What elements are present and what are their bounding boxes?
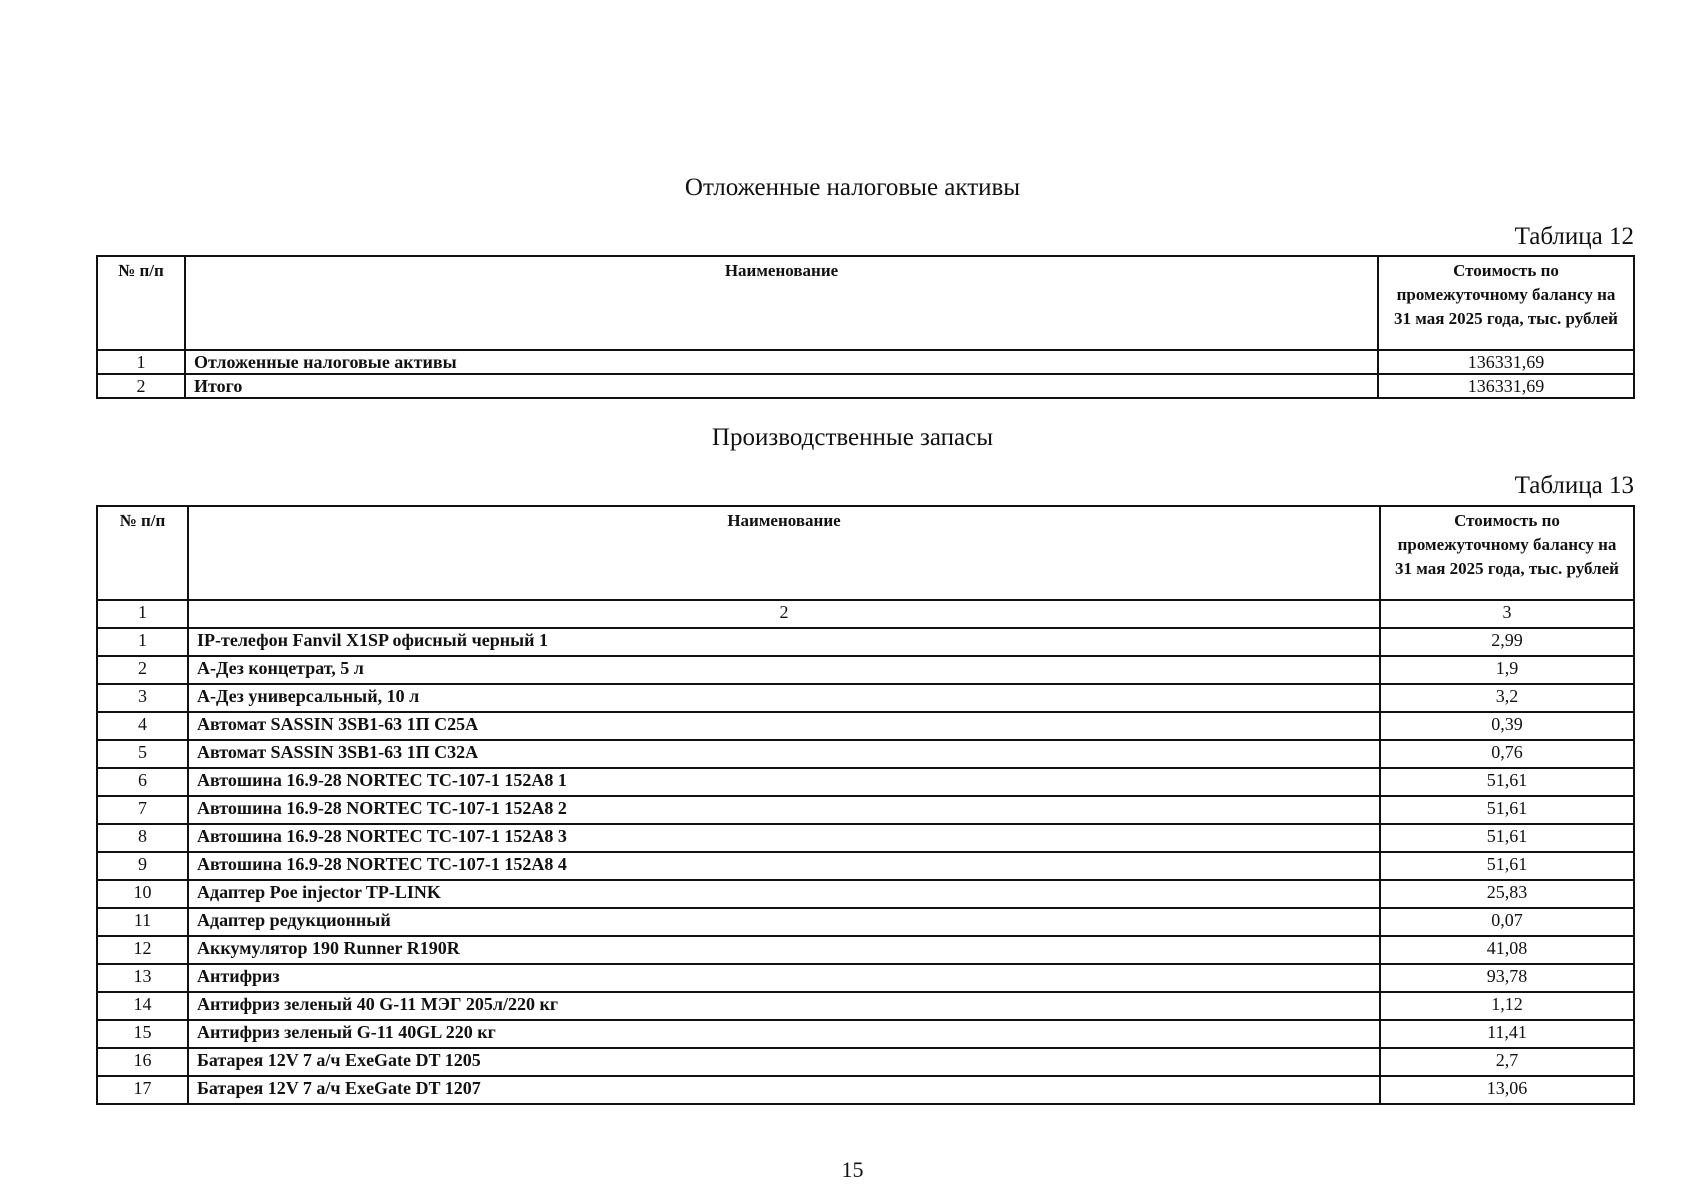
row-name: Автошина 16.9-28 NORTEC TC-107-1 152A8 3	[188, 824, 1380, 852]
column-index: 3	[1380, 600, 1634, 628]
column-index: 2	[188, 600, 1380, 628]
table-row	[97, 796, 1634, 824]
row-name: Батарея 12V 7 а/ч ExeGate DT 1205	[188, 1048, 1380, 1076]
row-num: 3	[97, 684, 188, 712]
row-value: 0,39	[1380, 712, 1634, 740]
table-row	[97, 852, 1634, 880]
row-num: 1	[97, 628, 188, 656]
row-value: 1,9	[1380, 656, 1634, 684]
table-row	[97, 880, 1634, 908]
table-row	[97, 964, 1634, 992]
header-num: № п/п	[97, 256, 185, 350]
table-row	[97, 628, 1634, 656]
row-num: 5	[97, 740, 188, 768]
header-name: Наименование	[188, 506, 1380, 600]
table-row	[97, 712, 1634, 740]
row-value: 3,2	[1380, 684, 1634, 712]
row-num: 10	[97, 880, 188, 908]
row-num: 2	[97, 656, 188, 684]
row-value: 136331,69	[1378, 350, 1634, 374]
row-num: 13	[97, 964, 188, 992]
row-value: 0,76	[1380, 740, 1634, 768]
page-number: 15	[841, 1157, 864, 1182]
row-name: Адаптер Poe injector TP-LINK	[188, 880, 1380, 908]
row-value: 2,7	[1380, 1048, 1634, 1076]
row-num: 1	[97, 350, 185, 374]
row-num: 11	[97, 908, 188, 936]
row-num: 2	[97, 374, 185, 398]
row-value: 51,61	[1380, 768, 1634, 796]
row-num: 12	[97, 936, 188, 964]
row-name: Отложенные налоговые активы	[185, 350, 1378, 374]
row-value: 51,61	[1380, 796, 1634, 824]
row-name: Автомат SASSIN 3SB1-63 1П C25A	[188, 712, 1380, 740]
row-num: 17	[97, 1076, 188, 1104]
row-value: 51,61	[1380, 852, 1634, 880]
row-name: Автошина 16.9-28 NORTEC TC-107-1 152A8 1	[188, 768, 1380, 796]
row-value: 41,08	[1380, 936, 1634, 964]
table-row	[97, 1076, 1634, 1104]
table-row	[97, 656, 1634, 684]
column-index: 1	[97, 600, 188, 628]
row-value: 25,83	[1380, 880, 1634, 908]
table-row	[97, 740, 1634, 768]
header-name: Наименование	[185, 256, 1378, 350]
table-row	[97, 908, 1634, 936]
table-13-label: Таблица 13	[1514, 472, 1634, 499]
row-name: Адаптер редукционный	[188, 908, 1380, 936]
row-name: Антифриз зеленый G-11 40GL 220 кг	[188, 1020, 1380, 1048]
row-value: 51,61	[1380, 824, 1634, 852]
table-12-label: Таблица 12	[1514, 223, 1634, 250]
row-num: 8	[97, 824, 188, 852]
row-num: 7	[97, 796, 188, 824]
inventory-table	[96, 505, 1635, 1105]
row-value: 1,12	[1380, 992, 1634, 1020]
row-name: Батарея 12V 7 а/ч ExeGate DT 1207	[188, 1076, 1380, 1104]
row-num: 4	[97, 712, 188, 740]
deferred-tax-assets-table	[96, 255, 1635, 399]
row-num: 15	[97, 1020, 188, 1048]
table-header-row	[97, 506, 1634, 600]
row-value: 13,06	[1380, 1076, 1634, 1104]
row-num: 6	[97, 768, 188, 796]
header-value: Стоимость по промежуточному балансу на 31 мая 2025 года, тыс. рублей	[1378, 256, 1634, 350]
row-num: 9	[97, 852, 188, 880]
column-index-row	[97, 600, 1634, 628]
table-12-title: Отложенные налоговые активы	[684, 174, 1021, 201]
table-row	[97, 684, 1634, 712]
header-num: № п/п	[97, 506, 188, 600]
table-row	[97, 374, 1634, 398]
row-value: 0,07	[1380, 908, 1634, 936]
table-13-title: Производственные запасы	[711, 424, 994, 451]
row-value: 136331,69	[1378, 374, 1634, 398]
row-name: Итого	[185, 374, 1378, 398]
row-name: Антифриз зеленый 40 G-11 МЭГ 205л/220 кг	[188, 992, 1380, 1020]
row-name: А-Дез универсальный, 10 л	[188, 684, 1380, 712]
row-name: IP-телефон Fanvil X1SP офисный черный 1	[188, 628, 1380, 656]
table-row	[97, 1020, 1634, 1048]
row-name: Автошина 16.9-28 NORTEC TC-107-1 152A8 2	[188, 796, 1380, 824]
table-row	[97, 936, 1634, 964]
row-name: А-Дез концетрат, 5 л	[188, 656, 1380, 684]
row-value: 93,78	[1380, 964, 1634, 992]
table-header-row	[97, 256, 1634, 350]
table-row	[97, 768, 1634, 796]
row-value: 11,41	[1380, 1020, 1634, 1048]
row-name: Антифриз	[188, 964, 1380, 992]
table-row	[97, 992, 1634, 1020]
row-value: 2,99	[1380, 628, 1634, 656]
row-name: Автомат SASSIN 3SB1-63 1П C32A	[188, 740, 1380, 768]
table-row	[97, 1048, 1634, 1076]
row-num: 14	[97, 992, 188, 1020]
header-value: Стоимость по промежуточному балансу на 31 мая 2025 года, тыс. рублей	[1380, 506, 1634, 600]
table-row	[97, 350, 1634, 374]
table-row	[97, 824, 1634, 852]
row-name: Автошина 16.9-28 NORTEC TC-107-1 152A8 4	[188, 852, 1380, 880]
row-num: 16	[97, 1048, 188, 1076]
row-name: Аккумулятор 190 Runner R190R	[188, 936, 1380, 964]
